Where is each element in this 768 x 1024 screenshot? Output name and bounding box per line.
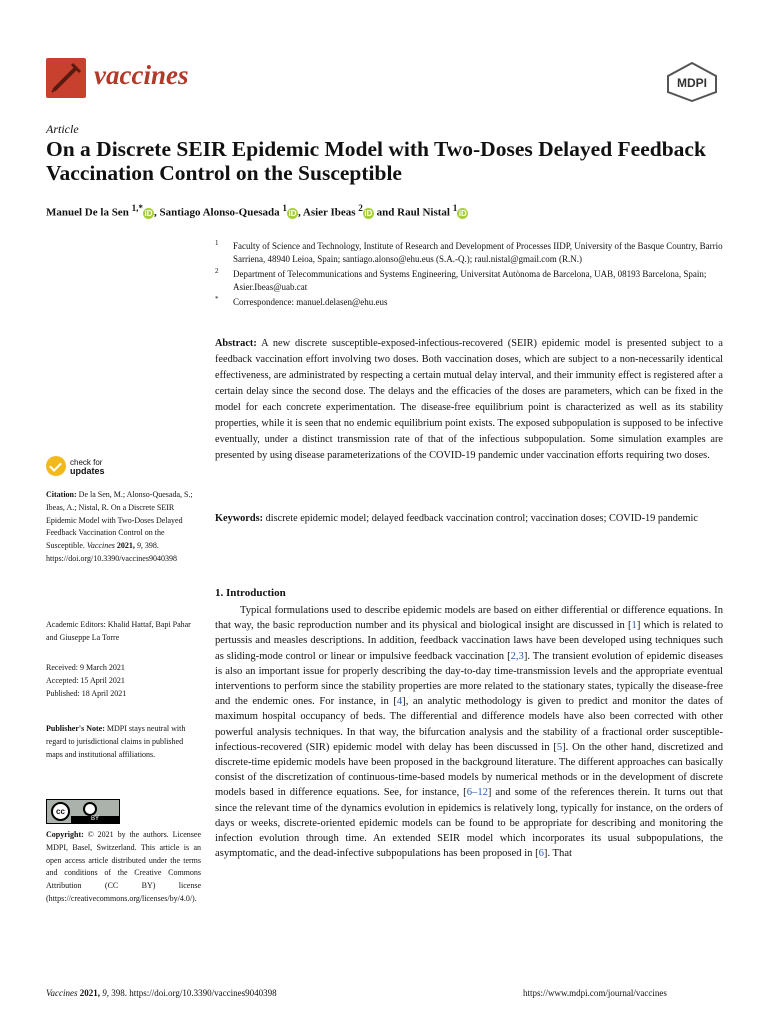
- orcid-icon[interactable]: iD: [288, 208, 297, 218]
- academic-editors: Academic Editors: Khalid Hattaf, Bapi Pahar and Giuseppe La Torre: [46, 620, 191, 642]
- intro-text: ] which is related to pertussis and measles descriptions. In addition, feedback vaccination laws have been developed using techniques such as sliding-mode control or linear or impulsive feedback vaccination [: [215, 620, 723, 662]
- reference-link[interactable]: 6–12: [466, 787, 488, 799]
- footer-year: 2021,: [79, 988, 100, 998]
- footer-journal: Vaccines: [46, 988, 78, 998]
- author-list: Manuel De la Sen $^{1,*}$iD , Santiago Alonso-Quesada $^1$iD , Asier Ibeas $^2$iD and Raul Nistal $^1$iD: [46, 203, 467, 219]
- affiliation-number: *: [215, 295, 219, 303]
- intro-text: ] and some of the references therein. It turns out that since the relevant time of the dynamics evolution in epidemics is relatively long, typically for instance, on the orders of days or weeks, discrete-oriented epidemic models can be found to be appropriate for describing and monitoring the infection evolution through time. An extended SEIR model which incorporates its usual subpopulations, the asymptomatic, and the dead-infective subpopulations has been proposed in [: [215, 787, 723, 860]
- footer-citation: [46, 988, 277, 998]
- publisher-note-label: Publisher's Note:: [46, 724, 105, 733]
- affiliation-number: 2: [215, 267, 219, 275]
- citation-doi[interactable]: 398. https://doi.org/10.3390/vaccines9040398: [46, 541, 177, 563]
- affiliations: [215, 240, 723, 311]
- intro-text: ]. That: [543, 848, 572, 860]
- by-label: BY: [71, 816, 119, 823]
- person-icon: [83, 802, 97, 816]
- check-updates-label: [70, 458, 130, 476]
- affiliation: [215, 240, 723, 266]
- reference-link[interactable]: 1: [631, 620, 637, 632]
- keywords-label: Keywords:: [215, 513, 264, 524]
- affiliation: [215, 268, 723, 294]
- published-date: Published: 18 April 2021: [46, 688, 127, 698]
- reference-link[interactable]: 2,3: [510, 650, 524, 662]
- citation-text: De la Sen, M.; Alonso-Quesada, S.; Ibeas, A.; Nistal, R. On a Discrete SEIR Epidemic Model with Two-Doses Delayed Feedback Vaccination Control on the Susceptible.: [46, 490, 193, 551]
- affiliation-text: Correspondence: manuel.delasen@ehu.eus: [233, 297, 388, 307]
- citation-year: 2021,: [116, 541, 135, 551]
- copyright-block: [46, 829, 201, 906]
- cc-by-license-badge[interactable]: [46, 799, 120, 824]
- keywords-text: discrete epidemic model; delayed feedback vaccination control; vaccination doses; COVID-19 pandemic: [265, 513, 698, 524]
- keywords: [215, 511, 723, 527]
- author-affil: 1: [282, 203, 287, 213]
- author-name[interactable]: Asier Ibeas: [302, 206, 356, 219]
- cc-icon: cc: [51, 802, 70, 821]
- orcid-icon[interactable]: iD: [458, 208, 467, 218]
- article-type: Article: [46, 122, 79, 136]
- reference-link[interactable]: 5: [556, 741, 563, 753]
- affiliation-text: Department of Telecommunications and Systems Engineering, Universitat Autònoma de Barcelona, UAB, 08193 Barcelona, Spain; Asier.Ibeas@uab.cat: [233, 269, 707, 292]
- dates-block: [46, 662, 201, 700]
- citation-label: Citation:: [46, 490, 77, 499]
- journal-name: vaccines: [94, 60, 189, 90]
- reference-link[interactable]: 6: [538, 848, 544, 860]
- abstract: [215, 336, 723, 464]
- intro-text: ]. The transient evolution of epidemic diseases is also an important issue for properly describing the day-to-day time-transmission levels and the appropriate eventual interventions to perform since the stability properties are more related to the stationary states, typically the disease-free and the endemic ones. For instance, in [: [215, 650, 723, 708]
- paper-title: On a Discrete SEIR Epidemic Model with Two-Doses Delayed Feedback Vaccination Control on the Susceptible: [46, 137, 706, 185]
- orcid-icon[interactable]: iD: [364, 208, 373, 218]
- citation-block: [46, 489, 201, 566]
- abstract-text: A new discrete susceptible-exposed-infectious-recovered (SEIR) epidemic model is presented subject to a feedback vaccination effort involving two doses. Both vaccination doses, which are subject to a non-necessarily identical effectiveness, are administrated by respecting a certain mutual delay interval, and their immunity effect is registered after a certain delay since the second dose. The delays and the efficacies of the doses are parameters, which can be fixed in the model for each concrete experimentation. The disease-free equilibrium point is characterized as well as its stability properties, while it is seen that no endemic equilibrium point exists. The exposed subpopulation is supposed to be infective eventually, under a distinct transmission rate of that of the infectious subpopulation. Some simulation examples are presented by using disease parameterizations of the COVID-19 pandemic under vaccination efforts requiring two doses.: [215, 338, 723, 461]
- received-date: Received: 9 March 2021: [46, 663, 125, 672]
- checkmark-icon: [46, 456, 66, 476]
- intro-text: ]. On the other hand, discretized and discrete-time epidemic models have been proposed in the background literature. The different approaches can basically consist of the discretization of continuous-time-based models by numerical methods or in the development of discrete models based in difference equations. See, for instance, [: [215, 741, 723, 799]
- copyright-text: © 2021 by the authors. Licensee MDPI, Basel, Switzerland. This article is an open access article distributed under the terms and conditions of the Creative Commons Attribution (CC BY) license (https://creativecommons.org/licenses/by/4.0/).: [46, 830, 202, 903]
- author-name[interactable]: Raul Nistal: [397, 206, 450, 219]
- footer-doi[interactable]: 398. https://doi.org/10.3390/vaccines9040398: [111, 988, 277, 998]
- check-updates-line2: updates: [70, 466, 105, 476]
- check-updates-line1: check for: [70, 458, 103, 467]
- publisher-name: MDPI: [677, 76, 707, 90]
- affiliation: [215, 296, 723, 309]
- publisher-note: [46, 723, 201, 761]
- introduction-text: [215, 603, 723, 861]
- footer-volume: 9,: [102, 988, 109, 998]
- affiliation-text: Faculty of Science and Technology, Institute of Research and Development of Processes IIDP, University of the Basque Country, Barrio Sarriena, 48940 Leioa, Spain; santiago.alonso@ehu.eus (S.A.-Q.); raul.nistal@gmail.com (R.N.): [233, 241, 723, 264]
- footer-journal-url[interactable]: https://www.mdpi.com/journal/vaccines: [523, 988, 667, 998]
- affiliation-number: 1: [215, 239, 219, 247]
- accepted-date: Accepted: 15 April 2021: [46, 675, 125, 685]
- citation-volume: 9,: [136, 541, 143, 551]
- author-affil: 1,*: [131, 203, 144, 213]
- citation-journal: Vaccines: [86, 541, 115, 551]
- author-affil: 1: [452, 203, 458, 213]
- author-name[interactable]: Manuel De la Sen: [46, 206, 129, 219]
- copyright-label: Copyright:: [46, 830, 84, 839]
- author-affil: 2: [358, 203, 363, 213]
- author-name[interactable]: Santiago Alonso-Quesada: [159, 206, 280, 219]
- journal-logo-icon: [46, 58, 86, 98]
- intro-text: ], an analytic methodology is given to predict and monitor the dates of maximum hospital occupancy of beds. The differential and difference models have also been corrected with other powerful analysis techniques. In that way, the bifurcation analysis and the stability of a fractional order susceptible-infectious-recovered (SIR) epidemic model with delay has been discussed in [: [215, 696, 723, 753]
- section-heading: 1. Introduction: [215, 587, 286, 599]
- intro-text: Typical formulations used to describe epidemic models are based on either differential or difference equations. In that way, the basic reproduction number and its physical and biological insight are discussed in [: [215, 605, 723, 632]
- abstract-label: Abstract:: [215, 338, 257, 349]
- publisher-note-text: MDPI stays neutral with regard to jurisdictional claims in published maps and institutional affiliations.: [46, 724, 186, 759]
- publisher-logo-icon: [666, 62, 718, 102]
- orcid-icon[interactable]: iD: [144, 208, 153, 218]
- reference-link[interactable]: 4: [396, 696, 403, 708]
